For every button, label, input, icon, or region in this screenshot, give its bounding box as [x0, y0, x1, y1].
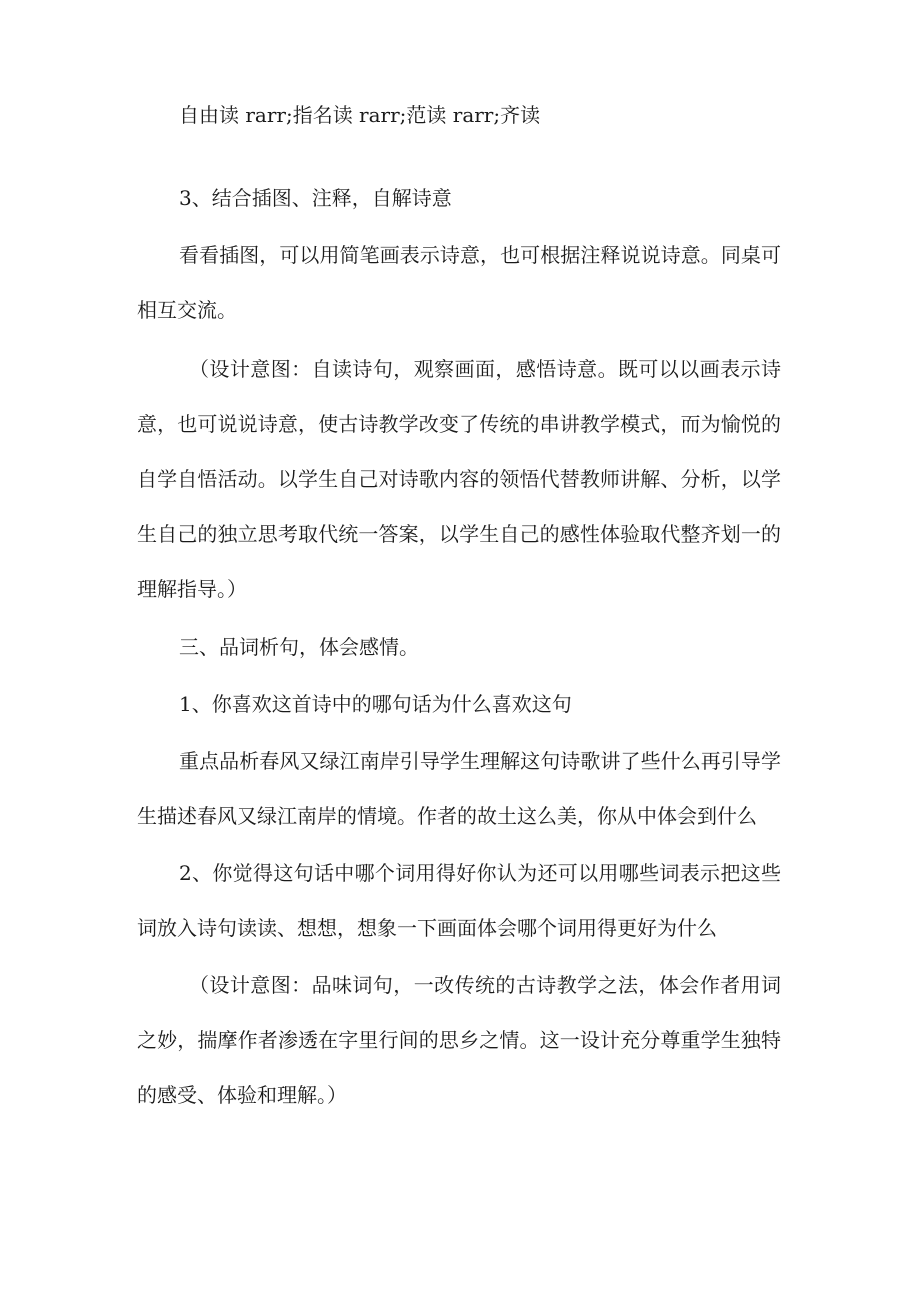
question-1: 1、你喜欢这首诗中的哪句话为什么喜欢这句 [179, 692, 572, 716]
heading-step-3: 3、结合插图、注释，自解诗意 [179, 186, 452, 210]
paragraph-illustration-task: 看看插图，可以用简笔画表示诗意，也可根据注释说说诗意。同桌可相互交流。 [137, 243, 781, 322]
heading-section-3: 三、品词析句，体会感情。 [179, 635, 419, 659]
question-2: 2、你觉得这句话中哪个词用得好你认为还可以用哪些词表示把这些词放入诗句读读、想想，想象一下画面体会哪个词用得更好为什么 [137, 861, 781, 940]
paragraph-reading-sequence: 自由读 rarr;指名读 rarr;范读 rarr;齐读 [179, 103, 541, 127]
paragraph-design-intent-2: （设计意图：品味词句，一改传统的古诗教学之法，体会作者用词之妙，揣摩作者渗透在字里行间的思乡之情。这一设计充分尊重学生独特的感受、体验和理解。） [137, 973, 781, 1107]
paragraph-key-analysis: 重点品析春风又绿江南岸引导学生理解这句诗歌讲了些什么再引导学生描述春风又绿江南岸的情境。作者的故土这么美，你从中体会到什么 [137, 749, 781, 828]
paragraph-design-intent-1: （设计意图：自读诗句，观察画面，感悟诗意。既可以以画表示诗意，也可说说诗意，使古诗教学改变了传统的串讲教学模式，而为愉悦的自学自悟活动。以学生自己对诗歌内容的领悟代替教师讲解、分析，以学生自己的独立思考取代统一答案，以学生自己的感性体验取代整齐划一的理解指导。） [137, 357, 781, 601]
